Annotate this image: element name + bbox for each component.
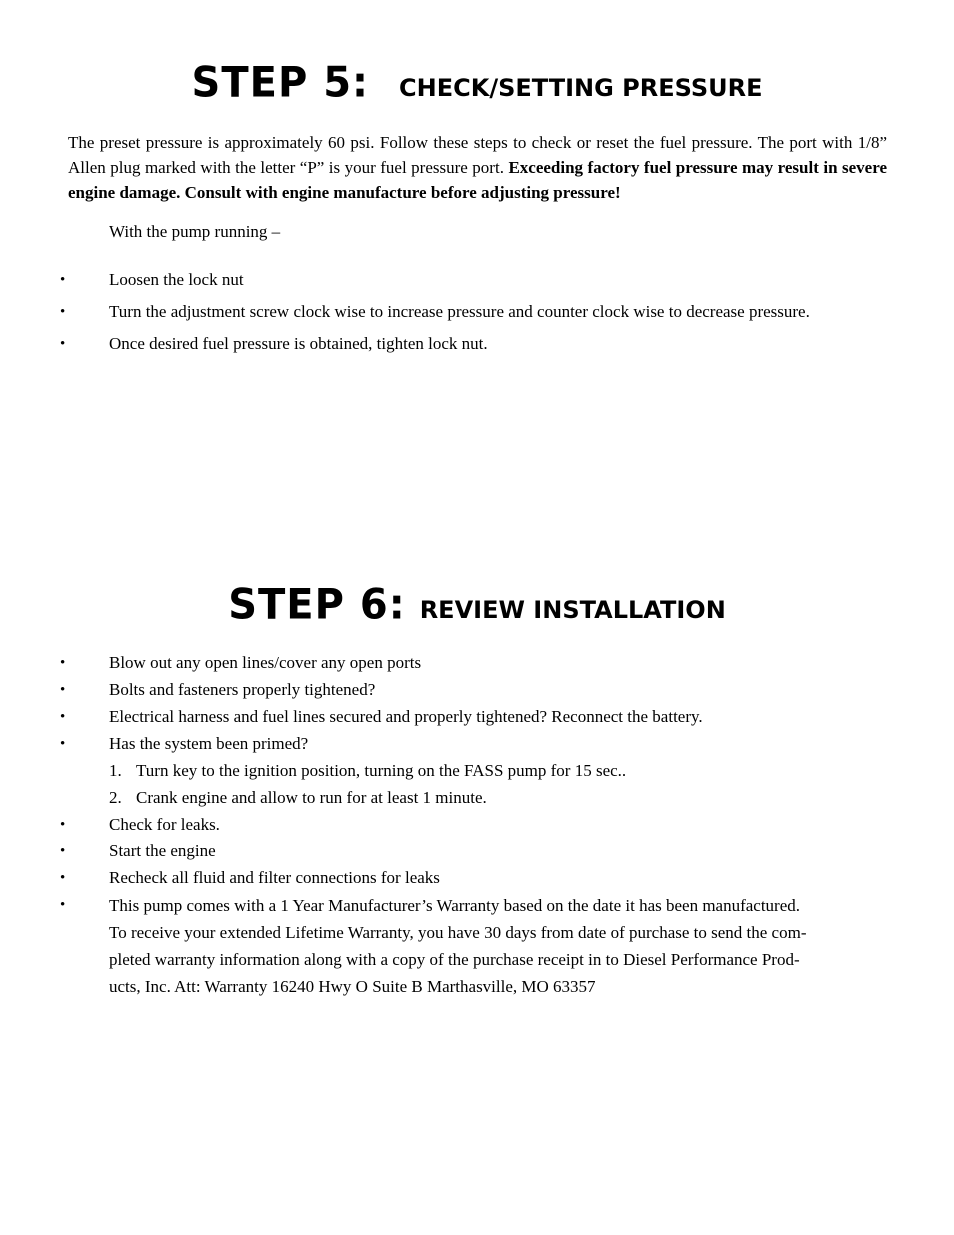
bullet-icon: •: [60, 272, 66, 288]
bullet-icon: •: [60, 304, 66, 320]
item-number: 1.: [109, 761, 122, 780]
step6-title-number: STEP 6:: [228, 580, 406, 630]
list-item-text: Blow out any open lines/cover any open ports: [109, 653, 422, 672]
warranty-line: pleted warranty information along with a copy of the purchase receipt in to Diesel Performance Prod-: [109, 950, 800, 969]
list-item-text: Once desired fuel pressure is obtained, tighten lock nut.: [109, 334, 488, 353]
bullet-icon: •: [60, 655, 66, 671]
warranty-line: This pump comes with a 1 Year Manufacturer’s Warranty based on the date it has been manufactured.: [109, 896, 801, 915]
list-item-text: Start the engine: [109, 841, 216, 860]
bullet-icon: •: [60, 682, 66, 698]
warranty-line: ucts, Inc. Att: Warranty 16240 Hwy O Suite B Marthasville, MO 63357: [109, 977, 596, 996]
bullet-icon: •: [60, 870, 66, 886]
numbered-item-text: Crank engine and allow to run for at least 1 minute.: [136, 788, 487, 807]
pump-running-label: With the pump running –: [109, 222, 281, 241]
list-item-text: Check for leaks.: [109, 815, 220, 834]
step5-warning-text: Exceeding factory fuel pressure may result in severe engine damage. Consult with engine manufacture before adjusting pressure!: [68, 158, 887, 202]
step6-heading: [0, 582, 954, 628]
item-number: 2.: [109, 788, 122, 807]
step5-title-text: CHECK/SETTING PRESSURE: [399, 74, 763, 102]
step6-title-text: REVIEW INSTALLATION: [419, 596, 726, 624]
list-item-text: Bolts and fasteners properly tightened?: [109, 680, 376, 699]
bullet-icon: •: [60, 817, 66, 833]
bullet-icon: •: [60, 897, 66, 913]
list-item-text: Electrical harness and fuel lines secured and properly tightened? Reconnect the battery.: [109, 707, 703, 726]
list-item-text: Has the system been primed?: [109, 734, 309, 753]
bullet-icon: •: [60, 709, 66, 725]
step5-heading: [0, 60, 954, 106]
warranty-line: To receive your extended Lifetime Warranty, you have 30 days from date of purchase to send the com-: [109, 923, 807, 942]
step5-intro-paragraph: [68, 130, 887, 205]
step5-intro-text: The preset pressure is approximately 60 psi. Follow these steps to check or reset the fuel pressure. The port with 1/8” Allen plug marked with the letter “P” is your fuel pressure port.: [68, 133, 887, 177]
numbered-item-text: Turn key to the ignition position, turning on the FASS pump for 15 sec..: [136, 761, 627, 780]
bullet-icon: •: [60, 736, 66, 752]
list-item-text: Turn the adjustment screw clock wise to increase pressure and counter clock wise to decrease pressure.: [109, 302, 810, 321]
bullet-icon: •: [60, 843, 66, 859]
list-item-text: Recheck all fluid and filter connections for leaks: [109, 868, 440, 887]
list-item-text: Loosen the lock nut: [109, 270, 244, 289]
warranty-text-block: [109, 892, 887, 1000]
step5-title-number: STEP 5:: [191, 58, 370, 108]
bullet-icon: •: [60, 336, 66, 352]
